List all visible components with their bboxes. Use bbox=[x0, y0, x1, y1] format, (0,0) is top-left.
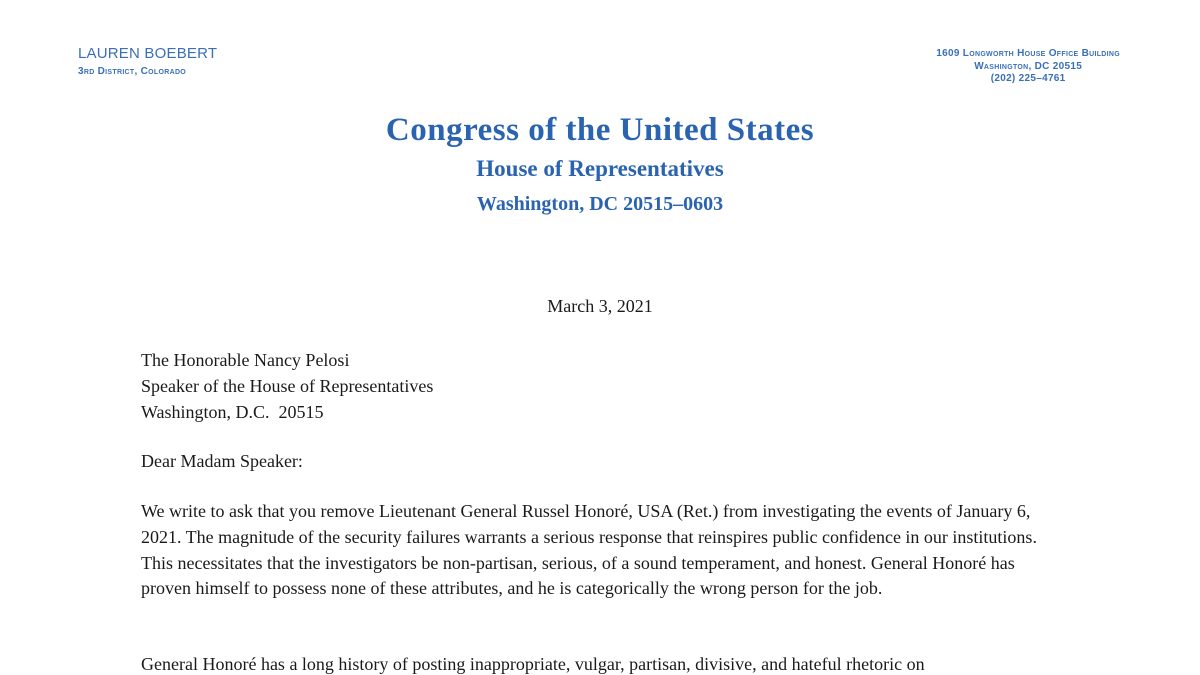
body-paragraph: General Honoré has a long history of posting inappropriate, vulgar, partisan, divisive, and hateful rhetoric on bbox=[141, 654, 925, 674]
addressee-line: Washington, D.C. 20515 bbox=[141, 402, 324, 422]
letter-date: March 3, 2021 bbox=[547, 296, 653, 316]
office-address-line1: 1609 Longworth House Office Building bbox=[936, 48, 1120, 59]
addressee-block bbox=[141, 347, 433, 425]
letterhead-congress: Congress of the United States bbox=[385, 112, 815, 148]
body-paragraph: We write to ask that you remove Lieutenant General Russel Honoré, USA (Ret.) from investigating the events of January 6, 2021. The magnitude of the security failures warrants a serious response that reinspires public confidence in our institutions. This necessitates that the investigators be non-partisan, serious, of a sound temperament, and honest. General Honoré has proven himself to possess none of these attributes, and he is categorically the wrong person for the job. bbox=[141, 501, 1037, 599]
office-address-block bbox=[936, 48, 1120, 86]
sender-district: 3rd District, Colorado bbox=[78, 66, 187, 78]
sender-block bbox=[78, 45, 217, 78]
addressee-line: The Honorable Nancy Pelosi bbox=[141, 350, 350, 370]
letterhead bbox=[0, 108, 1200, 218]
sender-name: LAUREN BOEBERT bbox=[78, 45, 218, 62]
addressee-line: Speaker of the House of Representatives bbox=[141, 376, 434, 396]
salutation: Dear Madam Speaker: bbox=[141, 451, 303, 471]
letterhead-house: House of Representatives bbox=[476, 156, 724, 181]
office-address-line2: Washington, DC 20515 bbox=[974, 60, 1083, 72]
letterhead-city: Washington, DC 20515–0603 bbox=[476, 193, 724, 215]
office-phone: (202) 225–4761 bbox=[990, 73, 1066, 84]
